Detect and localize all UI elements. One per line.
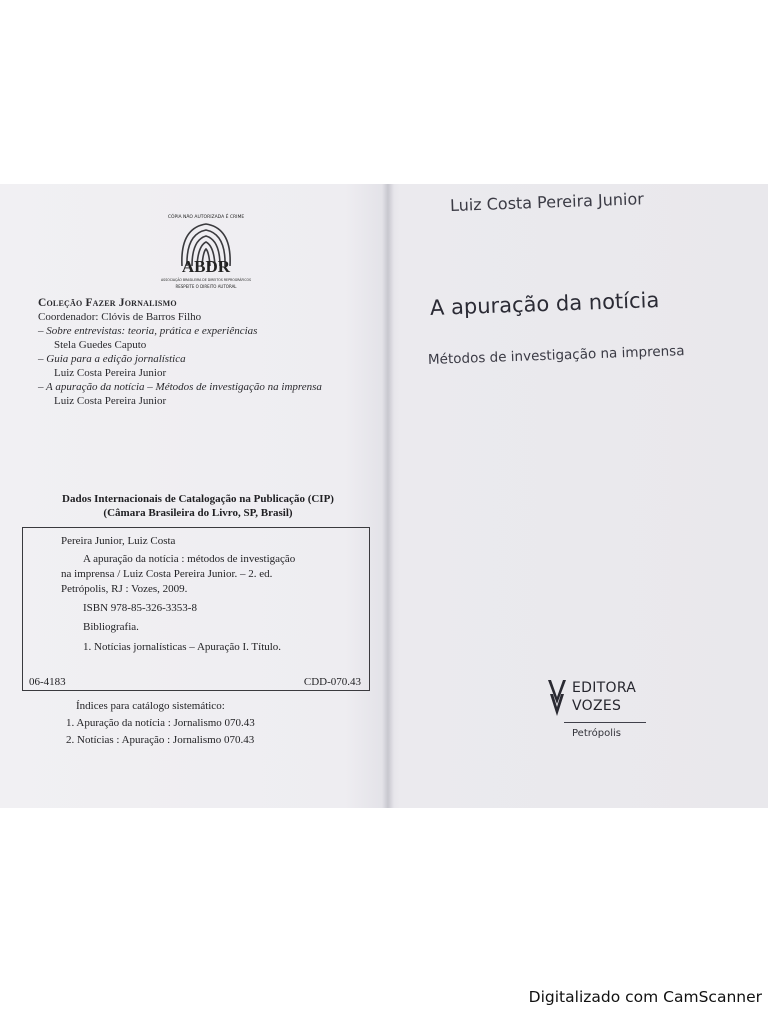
publisher-name-line: VOZES (572, 698, 622, 714)
catalog-index (60, 698, 360, 749)
cip-card-number: 06-4183 (29, 676, 66, 688)
collection-item-title: – Sobre entrevistas: teoria, prática e experiências (38, 325, 258, 337)
cip-heading-line: Dados Internacionais de Catalogação na Publicação (CIP) (62, 493, 334, 505)
collection-item-author: Luiz Costa Pereira Junior (54, 367, 167, 379)
publisher-name-line: EDITORA (572, 680, 637, 696)
cip-card-line: ISBN 978-85-326-3353-8 (83, 602, 197, 614)
svg-text:RESPEITE O DIREITO AUTORAL: RESPEITE O DIREITO AUTORAL (175, 284, 237, 289)
catalog-index-item: 2. Notícias : Apuração : Jornalismo 070.43 (66, 734, 255, 746)
cip-card-line: Bibliografia. (83, 621, 139, 633)
publisher-block (546, 676, 656, 766)
camscanner-watermark: Digitalizado com CamScanner (528, 988, 762, 1006)
cip-card (22, 527, 370, 691)
svg-text:ASSOCIAÇÃO BRASILEIRA DE DIREI: ASSOCIAÇÃO BRASILEIRA DE DIREITOS REPROGRÁFICOS (160, 278, 252, 282)
catalog-index-heading: Índices para catálogo sistemático: (76, 700, 225, 712)
collection-item-author: Stela Guedes Caputo (54, 339, 147, 351)
svg-text:ABDR: ABDR (181, 257, 231, 276)
vozes-logo-icon (546, 678, 568, 718)
cip-card-line: na imprensa / Luiz Costa Pereira Junior. – 2. ed. (61, 568, 273, 580)
book-spread (0, 184, 768, 808)
book-author: Luiz Costa Pereira Junior (449, 189, 645, 215)
collection-title: Coleção Fazer Jornalismo (38, 297, 177, 309)
collection-list (38, 296, 378, 408)
cip-heading-line: (Câmara Brasileira do Livro, SP, Brasil) (103, 507, 293, 519)
cip-cdd-number: CDD-070.43 (303, 676, 361, 688)
collection-item-title: – A apuração da notícia – Métodos de investigação na imprensa (38, 381, 322, 393)
collection-item-title: – Guia para a edição jornalística (38, 353, 186, 365)
left-page (0, 184, 386, 808)
cip-heading (20, 492, 376, 520)
cip-card-line: A apuração da notícia : métodos de investigação (83, 553, 296, 565)
right-page (392, 184, 768, 808)
cip-card-line: 1. Notícias jornalísticas – Apuração I. Título. (83, 641, 282, 653)
cip-card-line: Pereira Junior, Luiz Costa (61, 535, 176, 547)
collection-item-author: Luiz Costa Pereira Junior (54, 395, 167, 407)
book-title: A apuração da notícia (429, 288, 660, 320)
collection-coordinator: Coordenador: Clóvis de Barros Filho (38, 311, 202, 323)
publisher-rule (564, 722, 646, 723)
book-subtitle: Métodos de investigação na imprensa (427, 343, 685, 368)
catalog-index-item: 1. Apuração da notícia : Jornalismo 070.43 (66, 717, 255, 729)
svg-text:CÓPIA NÃO AUTORIZADA É CRIME: CÓPIA NÃO AUTORIZADA É CRIME (167, 215, 245, 220)
abdr-seal-logo (142, 206, 270, 290)
publisher-city: Petrópolis (572, 728, 621, 739)
cip-card-line: Petrópolis, RJ : Vozes, 2009. (61, 583, 188, 595)
